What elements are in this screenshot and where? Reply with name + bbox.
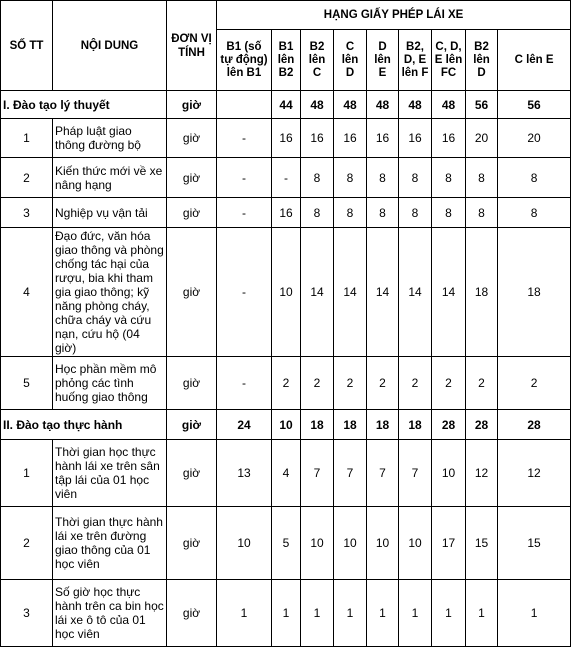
- value-cell: 14: [367, 228, 399, 357]
- row-unit: giờ: [167, 198, 217, 228]
- value-cell: 1: [301, 580, 334, 647]
- row-unit: giờ: [167, 440, 217, 507]
- value-cell: 2: [334, 357, 367, 410]
- header-stt: SỐ TT: [1, 1, 53, 91]
- table-row: [1, 158, 571, 198]
- header-license-class: C, D, E lên FC: [432, 30, 466, 91]
- section-value-cell: 28: [498, 410, 571, 440]
- value-cell: 8: [498, 198, 571, 228]
- table-row: [1, 440, 571, 507]
- section-value-cell: 56: [466, 91, 498, 119]
- value-cell: 10: [367, 507, 399, 580]
- value-cell: 16: [301, 119, 334, 158]
- header-content: NỘI DUNG: [53, 1, 167, 91]
- value-cell: 1: [399, 580, 432, 647]
- value-cell: 17: [432, 507, 466, 580]
- row-number: 2: [1, 507, 53, 580]
- row-unit: giờ: [167, 507, 217, 580]
- value-cell: 8: [432, 198, 466, 228]
- table-row: [1, 507, 571, 580]
- value-cell: 1: [432, 580, 466, 647]
- value-cell: 14: [432, 228, 466, 357]
- value-cell: 8: [432, 158, 466, 198]
- section-value-cell: 48: [301, 91, 334, 119]
- row-number: 5: [1, 357, 53, 410]
- section-value-cell: 18: [367, 410, 399, 440]
- section-row: [1, 91, 571, 119]
- header-license-group: HẠNG GIẤY PHÉP LÁI XE: [217, 1, 571, 30]
- value-cell: 8: [466, 198, 498, 228]
- value-cell: 16: [272, 119, 301, 158]
- value-cell: 18: [466, 228, 498, 357]
- section-unit: giờ: [167, 410, 217, 440]
- value-cell: 2: [466, 357, 498, 410]
- header-license-class: B1 (số tự động) lên B1: [217, 30, 272, 91]
- value-cell: 13: [217, 440, 272, 507]
- value-cell: 14: [399, 228, 432, 357]
- table-row: [1, 119, 571, 158]
- row-content: Pháp luật giao thông đường bộ: [53, 119, 167, 158]
- value-cell: 1: [217, 580, 272, 647]
- value-cell: 16: [334, 119, 367, 158]
- row-content: Học phần mềm mô phỏng các tình huống giao thông: [53, 357, 167, 410]
- row-number: 3: [1, 580, 53, 647]
- value-cell: 2: [498, 357, 571, 410]
- value-cell: 8: [498, 158, 571, 198]
- row-content: Kiến thức mới về xe nâng hạng: [53, 158, 167, 198]
- value-cell: 14: [334, 228, 367, 357]
- value-cell: 18: [498, 228, 571, 357]
- row-unit: giờ: [167, 119, 217, 158]
- value-cell: 15: [466, 507, 498, 580]
- value-cell: 7: [367, 440, 399, 507]
- value-cell: 8: [466, 158, 498, 198]
- value-cell: 7: [301, 440, 334, 507]
- value-cell: 10: [272, 228, 301, 357]
- value-cell: 1: [466, 580, 498, 647]
- value-cell: 1: [272, 580, 301, 647]
- value-cell: 2: [272, 357, 301, 410]
- value-cell: 8: [367, 198, 399, 228]
- value-cell: 4: [272, 440, 301, 507]
- value-cell: 15: [498, 507, 571, 580]
- value-cell: 10: [217, 507, 272, 580]
- section-value-cell: 48: [399, 91, 432, 119]
- header-license-class: C lên D: [334, 30, 367, 91]
- value-cell: 10: [334, 507, 367, 580]
- value-cell: -: [217, 198, 272, 228]
- value-cell: -: [217, 357, 272, 410]
- row-number: 2: [1, 158, 53, 198]
- row-number: 3: [1, 198, 53, 228]
- section-unit: giờ: [167, 91, 217, 119]
- value-cell: 8: [301, 158, 334, 198]
- value-cell: 8: [367, 158, 399, 198]
- header-unit: ĐƠN VỊ TÍNH: [167, 1, 217, 91]
- row-content: Đạo đức, văn hóa giao thông và phòng chống tác hại của rượu, bia khi tham gia giao thông; kỹ năng phòng cháy, chữa cháy và cứu nạn, cứu hộ (04 giờ): [53, 228, 167, 357]
- value-cell: 12: [498, 440, 571, 507]
- value-cell: 8: [399, 158, 432, 198]
- section-value-cell: 24: [217, 410, 272, 440]
- table-row: [1, 357, 571, 410]
- value-cell: 2: [301, 357, 334, 410]
- section-value-cell: 18: [301, 410, 334, 440]
- value-cell: 2: [399, 357, 432, 410]
- value-cell: 7: [399, 440, 432, 507]
- value-cell: 10: [432, 440, 466, 507]
- table-row: [1, 580, 571, 647]
- row-unit: giờ: [167, 580, 217, 647]
- value-cell: -: [272, 158, 301, 198]
- value-cell: 14: [301, 228, 334, 357]
- value-cell: 1: [367, 580, 399, 647]
- section-value-cell: 28: [432, 410, 466, 440]
- value-cell: 2: [367, 357, 399, 410]
- header-license-class: C lên E: [498, 30, 571, 91]
- value-cell: 8: [334, 198, 367, 228]
- section-value-cell: 18: [334, 410, 367, 440]
- section-row: [1, 410, 571, 440]
- table-row: [1, 228, 571, 357]
- value-cell: 8: [301, 198, 334, 228]
- table-row: [1, 198, 571, 228]
- row-content: Số giờ học thực hành trên ca bin học lái xe ô tô của 01 học viên: [53, 580, 167, 647]
- section-value-cell: 56: [498, 91, 571, 119]
- section-value-cell: 10: [272, 410, 301, 440]
- section-value-cell: 28: [466, 410, 498, 440]
- value-cell: 10: [301, 507, 334, 580]
- row-content: Nghiệp vụ vận tải: [53, 198, 167, 228]
- header-license-class: D lên E: [367, 30, 399, 91]
- value-cell: 2: [432, 357, 466, 410]
- row-number: 1: [1, 440, 53, 507]
- value-cell: 8: [334, 158, 367, 198]
- value-cell: -: [217, 119, 272, 158]
- row-number: 1: [1, 119, 53, 158]
- section-title: I. Đào tạo lý thuyết: [1, 91, 167, 119]
- section-title: II. Đào tạo thực hành: [1, 410, 167, 440]
- value-cell: 8: [399, 198, 432, 228]
- row-unit: giờ: [167, 158, 217, 198]
- value-cell: 20: [498, 119, 571, 158]
- row-number: 4: [1, 228, 53, 357]
- value-cell: -: [217, 158, 272, 198]
- header-license-class: B1 lên B2: [272, 30, 301, 91]
- value-cell: 1: [334, 580, 367, 647]
- row-unit: giờ: [167, 228, 217, 357]
- section-value-cell: 18: [399, 410, 432, 440]
- section-value-cell: [217, 91, 272, 119]
- section-value-cell: 48: [432, 91, 466, 119]
- value-cell: 20: [466, 119, 498, 158]
- row-content: Thời gian thực hành lái xe trên đường giao thông của 01 học viên: [53, 507, 167, 580]
- value-cell: 16: [399, 119, 432, 158]
- value-cell: 16: [367, 119, 399, 158]
- value-cell: 1: [498, 580, 571, 647]
- row-content: Thời gian học thực hành lái xe trên sân tập lái của 01 học viên: [53, 440, 167, 507]
- value-cell: 5: [272, 507, 301, 580]
- header-license-class: B2, D, E lên F: [399, 30, 432, 91]
- value-cell: 16: [272, 198, 301, 228]
- value-cell: 10: [399, 507, 432, 580]
- header-license-class: B2 lên D: [466, 30, 498, 91]
- section-value-cell: 44: [272, 91, 301, 119]
- section-value-cell: 48: [367, 91, 399, 119]
- value-cell: 16: [432, 119, 466, 158]
- value-cell: 12: [466, 440, 498, 507]
- value-cell: -: [217, 228, 272, 357]
- section-value-cell: 48: [334, 91, 367, 119]
- header-license-class: B2 lên C: [301, 30, 334, 91]
- row-unit: giờ: [167, 357, 217, 410]
- value-cell: 7: [334, 440, 367, 507]
